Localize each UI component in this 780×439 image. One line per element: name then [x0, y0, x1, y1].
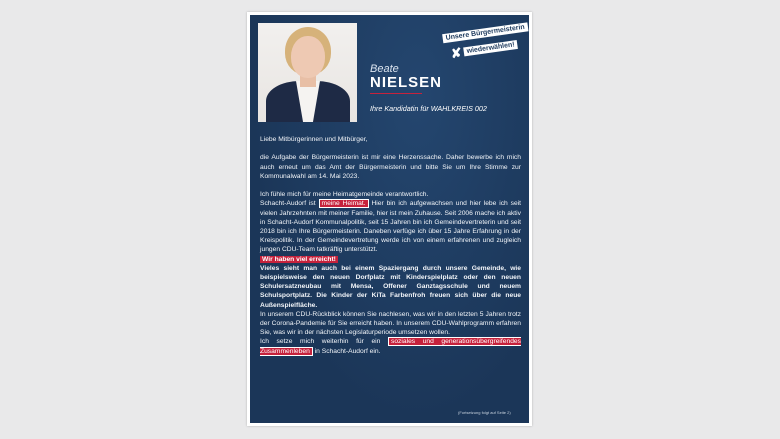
flyer-background	[250, 15, 529, 423]
paragraph-3: Vieles sieht man auch bei einem Spaziergang durch unsere Gemeinde, wie beispielsweise den neuen Dorfplatz mit Kinderspielplatz oder den neuen Schulersatzneubau mit Mensa, Offener Ganztagsschule und neuem Schulsportplatz. Die Kinder der KiTa Farbenfroh freuen sich über die neue Außenspielfläche.	[260, 264, 521, 309]
campaign-slogan-badge	[438, 19, 525, 70]
name-divider	[370, 93, 422, 94]
paragraph-2	[260, 199, 521, 254]
paragraph-4: In unserem CDU-Rückblick können Sie nachlesen, was wir in den letzten 5 Jahren trotz der Corona-Pandemie für Sie erreicht haben. In unserem CDU-Wahlprogramm erfahren Sie, was wir in der nächsten Legislaturperiode umsetzen wollen.	[260, 310, 521, 337]
candidate-photo	[258, 23, 357, 122]
paragraph-5	[260, 337, 521, 355]
section-heading	[260, 255, 521, 264]
heading-highlight: Wir haben viel erreicht!	[262, 255, 336, 263]
paragraph-2-rest: Hier bin ich aufgewachsen und hier lebe ich seit vielen Jahrzehnten mit meiner Familie, hier ist mein Zuhause. Seit 2006 mache ich aktiv in Schacht-Audorf Kommunalpolitik, seit 15 Jahren bin ich Gemeindevertreterin und seit 2018 bin ich Ihre Bürgermeisterin. Daneben verfüge ich über 15 Jahre Erfahrung in der Kreispolitik. In der Gemeindevertretung werde ich von einem erfahrenen und zugleich jungen CDU-Team tatkräftig unterstützt.	[260, 200, 522, 254]
paragraph-2-start: Schacht-Audorf ist	[260, 200, 316, 208]
ballot-cross-icon: ✘	[449, 44, 463, 62]
letter-body	[260, 135, 521, 356]
paragraph-5-end: in Schacht-Audorf ein.	[314, 347, 381, 355]
paragraph-2-intro: Ich fühle mich für meine Heimatgemeinde verantwortlich.	[260, 191, 429, 199]
candidate-subtitle: Ihre Kandidatin für WAHLKREIS 002	[370, 104, 487, 113]
letter-greeting: Liebe Mitbürgerinnen und Mitbürger,	[260, 136, 368, 143]
badge-line-1: Unsere Bürgermeisterin	[442, 22, 528, 43]
candidate-first-name: Beate	[370, 63, 399, 75]
highlight-zusammenleben: soziales und generationsübergreifendes Zusammenleben	[260, 338, 521, 355]
flyer-page	[247, 12, 532, 426]
continuation-note: (Fortsetzung folgt auf Seite 2)	[458, 410, 511, 415]
highlight-meine-heimat: meine Heimat.	[319, 199, 369, 208]
badge-line-2: wiederwählen!	[463, 40, 518, 56]
paragraph-1: die Aufgabe der Bürgermeisterin ist mir eine Herzenssache. Daher bewerbe ich mich auch erneut um das Amt der Bürgermeisterin und bitte Sie um Ihre Stimme zur Kommunalwahl am 14. Mai 2023.	[260, 154, 521, 180]
candidate-last-name: NIELSEN	[370, 74, 443, 91]
paragraph-5-start: Ich setze mich weiterhin für ein	[260, 338, 381, 346]
